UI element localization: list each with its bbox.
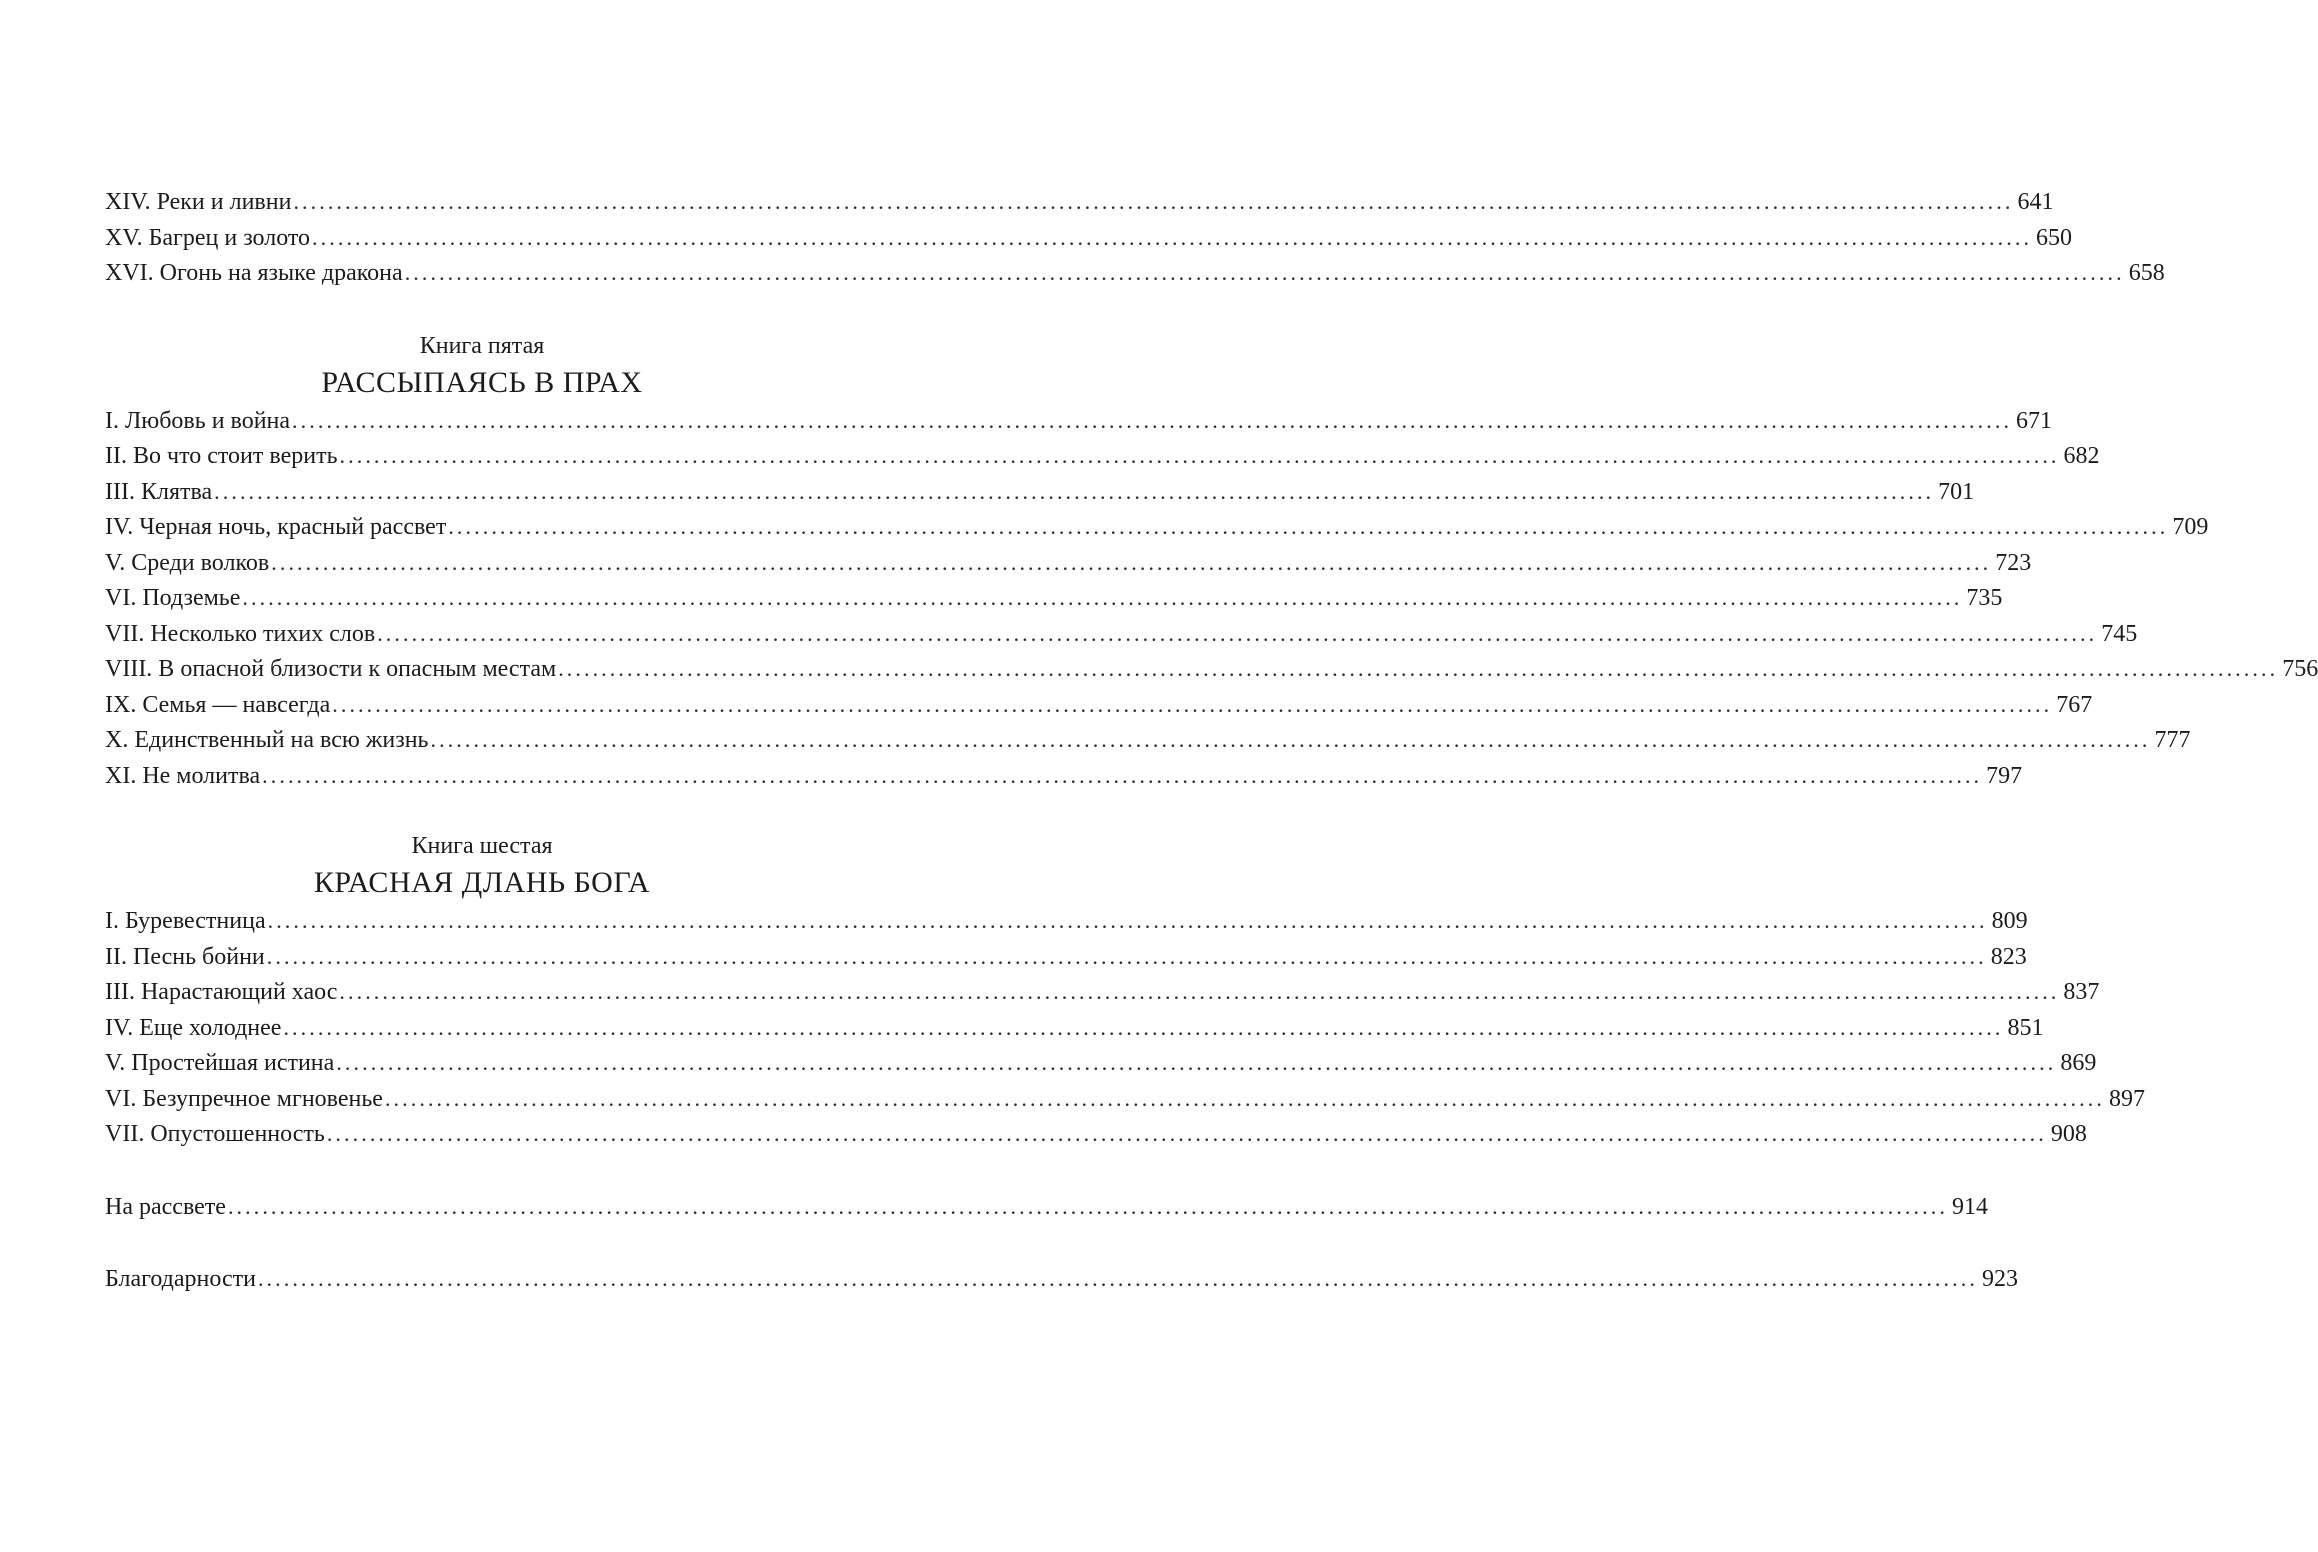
dot-leader: ........................................................................................................................................................................................................: [312, 224, 2033, 250]
toc-entry-title: II. Песнь бойни: [105, 943, 265, 970]
toc-entry: [105, 220, 2073, 256]
dot-leader: ........................................................................................................................................................................................................: [262, 762, 1983, 788]
toc-entry: [105, 1116, 2087, 1152]
toc-entry-title: VIII. В опасной близости к опасным местам: [105, 656, 557, 682]
dot-leader: ........................................................................................................................................................................................................: [292, 407, 2013, 433]
toc-entry-title: V. Простейшая истина: [105, 1050, 335, 1076]
toc-entry-title: VII. Опустошенность: [105, 1121, 325, 1147]
book-number: Книга пятая: [419, 332, 545, 359]
toc-entry-title: VI. Безупречное мгновенье: [105, 1085, 383, 1112]
book-five-chapter-list: [105, 403, 2318, 794]
toc-entry-page: 797: [1986, 762, 2023, 789]
dot-leader: ........................................................................................................................................................................................................: [430, 727, 2151, 752]
dot-leader: ........................................................................................................................................................................................................: [242, 585, 1963, 610]
dot-leader: ........................................................................................................................................................................................................: [266, 943, 1987, 969]
toc-entry: [105, 474, 1975, 510]
dot-leader: ........................................................................................................................................................................................................: [448, 514, 2169, 539]
toc-entry-page: 745: [2101, 620, 2138, 647]
toc-entry-page: 908: [2050, 1121, 2087, 1147]
toc-entry: [105, 903, 2028, 939]
dot-leader: ........................................................................................................................................................................................................: [332, 691, 2053, 717]
toc-entry: [105, 974, 2100, 1010]
toc-entry-title: XV. Багрец и золото: [105, 224, 311, 251]
dot-leader: ........................................................................................................................................................................................................: [267, 908, 1988, 933]
toc-entry: [105, 255, 2165, 291]
toc-entry-page: 671: [2016, 407, 2053, 434]
toc-entry: [105, 651, 2318, 687]
toc-entry-acknowledgements: [105, 1261, 2018, 1297]
toc-entry-title: VII. Несколько тихих слов: [105, 620, 376, 647]
toc-entry: [105, 616, 2138, 652]
toc-entry: [105, 1045, 2097, 1081]
toc-entry: [105, 403, 2053, 439]
toc-entry-page: 641: [2017, 189, 2054, 215]
toc-entry-title: XVI. Огонь на языке дракона: [105, 260, 403, 286]
toc-entry-title: X. Единственный на всю жизнь: [105, 727, 429, 753]
book-title: РАССЫПАЯСЬ В ПРАХ: [321, 365, 643, 399]
toc-entry-page: 869: [2060, 1050, 2097, 1076]
toc-entry-page: 735: [1966, 585, 2003, 611]
dot-leader: ........................................................................................................................................................................................................: [339, 979, 2060, 1004]
toc-entry: [105, 545, 2032, 581]
toc-entry-page: 851: [2007, 1014, 2044, 1041]
toc-entry-title: V. Среди волков: [105, 549, 270, 576]
toc-entry: [105, 1081, 2145, 1117]
toc-entry-title: XI. Не молитва: [105, 762, 261, 789]
toc-entry-page: 923: [1981, 1266, 2018, 1292]
dot-leader: ........................................................................................................................................................................................................: [384, 1085, 2105, 1111]
book-five-heading: [105, 329, 859, 403]
toc-entry-page: 777: [2154, 727, 2191, 753]
dot-leader: ........................................................................................................................................................................................................: [336, 1050, 2057, 1075]
toc-entry-page: 723: [1995, 549, 2032, 576]
toc-entry-page: 658: [2128, 260, 2165, 286]
toc-entry-title: Благодарности: [105, 1266, 256, 1292]
toc-entry-page: 897: [2108, 1085, 2145, 1112]
dot-leader: ........................................................................................................................................................................................................: [257, 1266, 1978, 1291]
toc-entry-title: XIV. Реки и ливни: [105, 189, 292, 215]
book-number: Книга шестая: [411, 833, 553, 859]
toc-entry-page: 650: [2036, 224, 2073, 251]
toc-entry: [105, 1010, 2044, 1046]
toc-entry-page: 756: [2282, 656, 2318, 682]
toc-entry-title: III. Клятва: [105, 478, 213, 505]
continued-chapter-list: [105, 184, 2165, 291]
dot-leader: ........................................................................................................................................................................................................: [326, 1121, 2047, 1146]
toc-entry: [105, 580, 2003, 616]
dot-leader: ........................................................................................................................................................................................................: [271, 549, 1992, 575]
toc-entry-title: На рассвете: [105, 1193, 226, 1220]
toc-entry: [105, 687, 2093, 723]
dot-leader: ........................................................................................................................................................................................................: [339, 443, 2060, 468]
dot-leader: ........................................................................................................................................................................................................: [283, 1014, 2004, 1040]
toc-entry: [105, 509, 2209, 545]
toc-entry-page: 767: [2056, 691, 2093, 718]
toc-entry: [105, 939, 2027, 975]
book-six-chapter-list: [105, 903, 2145, 1152]
toc-entry-page: 914: [1951, 1193, 1988, 1220]
toc-entry-page: 709: [2172, 514, 2209, 540]
toc-entry-title: I. Любовь и война: [105, 407, 291, 434]
dot-leader: ........................................................................................................................................................................................................: [214, 478, 1935, 504]
dot-leader: ........................................................................................................................................................................................................: [293, 189, 2014, 214]
book-title: КРАСНАЯ ДЛАНЬ БОГА: [313, 866, 651, 899]
toc-entry: [105, 438, 2100, 474]
toc-entry-title: II. Во что стоит верить: [105, 443, 338, 469]
toc-entry: [105, 758, 2023, 794]
toc-entry-epilogue: [105, 1189, 1988, 1225]
table-of-contents: [105, 184, 2318, 1297]
toc-entry-title: III. Нарастающий хаос: [105, 979, 338, 1005]
dot-leader: ........................................................................................................................................................................................................: [558, 656, 2279, 681]
toc-entry-page: 823: [1990, 943, 2027, 970]
book-six-heading: [105, 829, 859, 903]
toc-entry-title: IV. Черная ночь, красный рассвет: [105, 514, 447, 540]
toc-entry-title: VI. Подземье: [105, 585, 241, 611]
dot-leader: ........................................................................................................................................................................................................: [404, 260, 2125, 285]
toc-entry-title: I. Буревестница: [105, 908, 266, 934]
toc-entry-page: 682: [2063, 443, 2100, 469]
dot-leader: ........................................................................................................................................................................................................: [377, 620, 2098, 646]
toc-entry: [105, 722, 2191, 758]
toc-entry-page: 701: [1938, 478, 1975, 505]
dot-leader: ........................................................................................................................................................................................................: [227, 1193, 1948, 1219]
toc-entry: [105, 184, 2054, 220]
toc-entry-title: IV. Еще холоднее: [105, 1014, 282, 1041]
toc-entry-title: IX. Семья — навсегда: [105, 691, 331, 718]
toc-entry-page: 837: [2063, 979, 2100, 1005]
toc-entry-page: 809: [1991, 908, 2028, 934]
